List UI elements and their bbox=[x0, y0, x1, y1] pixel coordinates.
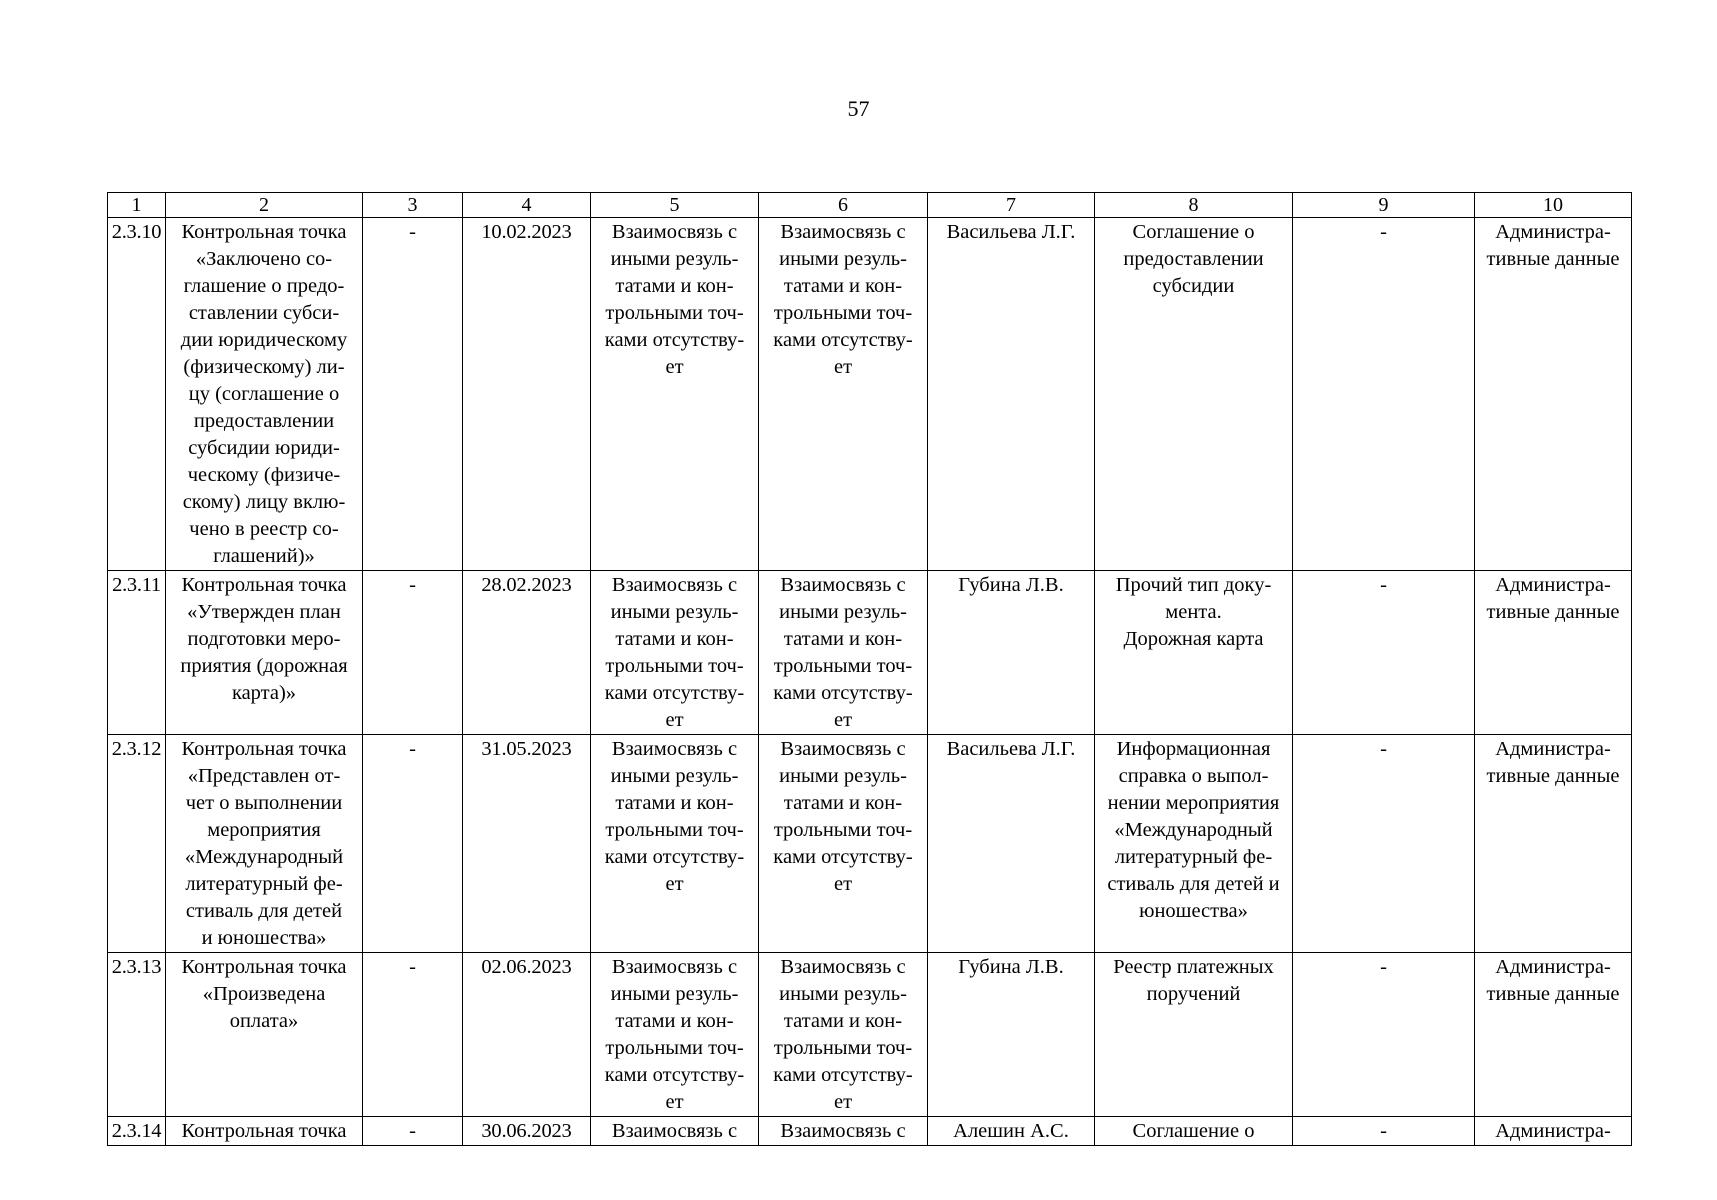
cell-text-line: иными резуль- bbox=[779, 765, 907, 787]
cell-text-line: ет bbox=[833, 1091, 853, 1113]
cell-text-line: (физическому) ли- bbox=[183, 356, 345, 378]
cell-text-line: Контрольная точка bbox=[181, 574, 347, 596]
responsible-person: Губина Л.В. bbox=[928, 571, 1095, 735]
cell-text-line: Дорожная карта bbox=[1123, 628, 1264, 650]
table-row bbox=[108, 571, 1632, 735]
cell-text-line: Реестр платежных bbox=[1113, 956, 1274, 978]
cell-text-line: скому) лицу вклю- bbox=[182, 491, 346, 513]
item-number: 2.3.13 bbox=[108, 953, 166, 1117]
column-number: 10 bbox=[1475, 193, 1632, 218]
cell-text-line: ками отсутству- bbox=[773, 329, 913, 351]
cell-text-line: Информационная bbox=[1116, 738, 1271, 760]
cell-text-line: Соглашение о bbox=[1132, 221, 1255, 243]
cell-text-line: Взаимосвязь с bbox=[780, 738, 906, 760]
column-number: 6 bbox=[759, 193, 928, 218]
cell-text-line: ками отсутству- bbox=[773, 846, 913, 868]
cell-text-line: и юношества» bbox=[201, 927, 327, 949]
cell-text-line: трольными точ- bbox=[773, 655, 913, 677]
column-number: 9 bbox=[1293, 193, 1475, 218]
cell-text-line: «Представлен от- bbox=[187, 765, 341, 787]
cell-text-line: Взаимосвязь с bbox=[780, 1120, 906, 1142]
cell-text-line: юношества» bbox=[1139, 900, 1248, 922]
control-point-description bbox=[166, 571, 363, 735]
cell-text-line: глашений)» bbox=[213, 545, 315, 567]
cell-text-line: нении мероприятия bbox=[1107, 792, 1280, 814]
cell-text-line: литературный фе- bbox=[185, 873, 343, 895]
responsible-person: Алешин А.С. bbox=[928, 1117, 1095, 1146]
cell-text-line: татами и кон- bbox=[615, 628, 734, 650]
cell-text-line: ет bbox=[665, 1091, 684, 1113]
cell-text-line: татами и кон- bbox=[783, 792, 903, 814]
cell-text-line: ками отсутству- bbox=[773, 682, 913, 704]
cell-text-line: Взаимосвязь с bbox=[611, 956, 738, 978]
item-number: 2.3.14 bbox=[108, 1117, 166, 1146]
cell-col-3: - bbox=[363, 953, 463, 1117]
cell-text-line: чено в реестр со- bbox=[189, 518, 339, 540]
cell-text-line: Контрольная точка bbox=[181, 221, 347, 243]
control-point-description bbox=[166, 953, 363, 1117]
table-body bbox=[108, 218, 1632, 1146]
cell-text-line: ками отсутству- bbox=[604, 682, 745, 704]
cell-text-line: татами и кон- bbox=[783, 1010, 903, 1032]
link-to-next bbox=[759, 735, 928, 953]
column-number: 5 bbox=[591, 193, 759, 218]
cell-text-line: субсидии bbox=[1152, 275, 1235, 297]
cell-text-line: «Произведена bbox=[202, 983, 326, 1005]
cell-text-line: ет bbox=[665, 873, 684, 895]
cell-text-line: трольными точ- bbox=[773, 819, 913, 841]
cell-col-9: - bbox=[1293, 218, 1475, 571]
cell-text-line: Взаимосвязь с bbox=[611, 574, 738, 596]
info-source bbox=[1475, 1117, 1632, 1146]
link-to-previous bbox=[591, 218, 759, 571]
table-row bbox=[108, 953, 1632, 1117]
control-point-description bbox=[166, 735, 363, 953]
responsible-person: Васильева Л.Г. bbox=[928, 218, 1095, 571]
cell-text-line: иными резуль- bbox=[779, 601, 907, 623]
document-type bbox=[1095, 218, 1293, 571]
cell-text-line: ет bbox=[833, 356, 853, 378]
cell-col-9: - bbox=[1293, 1117, 1475, 1146]
cell-text-line: «Международный bbox=[1114, 819, 1273, 841]
cell-text-line: глашение о предо- bbox=[183, 275, 345, 297]
cell-text-line: оплата» bbox=[229, 1010, 299, 1032]
cell-text-line: иными резуль- bbox=[779, 983, 907, 1005]
cell-text-line: ет bbox=[665, 356, 684, 378]
cell-text-line: татами и кон- bbox=[615, 275, 734, 297]
cell-text-line: Контрольная точка bbox=[181, 1120, 347, 1142]
cell-text-line: стиваль для детей bbox=[185, 900, 343, 922]
cell-text-line: цу (соглашение о bbox=[188, 383, 340, 405]
cell-text-line: ками отсутству- bbox=[604, 846, 745, 868]
cell-text-line: тивные данные bbox=[1486, 248, 1620, 270]
column-number: 1 bbox=[108, 193, 166, 218]
cell-text-line: ками отсутству- bbox=[604, 1064, 745, 1086]
cell-text-line: чет о выполнении bbox=[185, 792, 343, 814]
column-number: 8 bbox=[1095, 193, 1293, 218]
table-row bbox=[108, 1117, 1632, 1146]
cell-text-line: приятия (дорожная bbox=[180, 655, 348, 677]
cell-text-line: предоставлении bbox=[1123, 248, 1264, 270]
link-to-previous bbox=[591, 953, 759, 1117]
cell-text-line: ет bbox=[833, 873, 853, 895]
cell-text-line: справка о выпол- bbox=[1118, 765, 1269, 787]
cell-text-line: трольными точ- bbox=[773, 302, 913, 324]
cell-col-3: - bbox=[363, 1117, 463, 1146]
item-number: 2.3.12 bbox=[108, 735, 166, 953]
cell-col-9: - bbox=[1293, 953, 1475, 1117]
link-to-next bbox=[759, 571, 928, 735]
cell-text-line: мероприятия bbox=[207, 819, 321, 841]
due-date: 30.06.2023 bbox=[463, 1117, 591, 1146]
link-to-previous bbox=[591, 571, 759, 735]
cell-text-line: «Заключено со- bbox=[195, 248, 333, 270]
cell-text-line: иными резуль- bbox=[610, 983, 739, 1005]
cell-text-line: иными резуль- bbox=[610, 248, 739, 270]
column-number: 7 bbox=[928, 193, 1095, 218]
cell-text-line: Взаимосвязь с bbox=[611, 738, 738, 760]
cell-col-3: - bbox=[363, 218, 463, 571]
cell-text-line: Взаимосвязь с bbox=[780, 574, 906, 596]
cell-text-line: ками отсутству- bbox=[604, 329, 745, 351]
responsible-person: Васильева Л.Г. bbox=[928, 735, 1095, 953]
control-points-table bbox=[107, 192, 1632, 1146]
cell-text-line: поручений bbox=[1146, 983, 1241, 1005]
cell-text-line: ет bbox=[665, 709, 684, 731]
cell-text-line: «Утвержден план bbox=[187, 601, 341, 623]
info-source bbox=[1475, 953, 1632, 1117]
column-number: 4 bbox=[463, 193, 591, 218]
item-number: 2.3.10 bbox=[108, 218, 166, 571]
cell-text-line: субсидии юриди- bbox=[188, 437, 340, 459]
document-type bbox=[1095, 1117, 1293, 1146]
cell-text-line: татами и кон- bbox=[783, 275, 903, 297]
cell-text-line: Взаимосвязь с bbox=[780, 956, 906, 978]
cell-text-line: иными резуль- bbox=[779, 248, 907, 270]
cell-text-line: Администра- bbox=[1495, 221, 1611, 243]
table-row bbox=[108, 218, 1632, 571]
column-number-row bbox=[108, 193, 1632, 218]
info-source bbox=[1475, 571, 1632, 735]
cell-text-line: мента. bbox=[1165, 601, 1222, 623]
link-to-previous bbox=[591, 1117, 759, 1146]
cell-text-line: стиваль для детей и bbox=[1107, 873, 1280, 895]
cell-text-line: подготовки меро- bbox=[187, 628, 341, 650]
cell-col-3: - bbox=[363, 735, 463, 953]
document-type bbox=[1095, 571, 1293, 735]
cell-text-line: Администра- bbox=[1495, 956, 1611, 978]
cell-text-line: Администра- bbox=[1495, 1120, 1611, 1142]
cell-text-line: иными резуль- bbox=[610, 601, 739, 623]
due-date: 02.06.2023 bbox=[463, 953, 591, 1117]
cell-text-line: иными резуль- bbox=[610, 765, 739, 787]
control-point-description bbox=[166, 1117, 363, 1146]
cell-text-line: предоставлении bbox=[193, 410, 335, 432]
cell-text-line: трольными точ- bbox=[605, 1037, 744, 1059]
cell-text-line: трольными точ- bbox=[605, 302, 744, 324]
cell-text-line: тивные данные bbox=[1486, 765, 1620, 787]
cell-text-line: татами и кон- bbox=[615, 1010, 734, 1032]
due-date: 31.05.2023 bbox=[463, 735, 591, 953]
document-type bbox=[1095, 735, 1293, 953]
due-date: 28.02.2023 bbox=[463, 571, 591, 735]
cell-col-9: - bbox=[1293, 571, 1475, 735]
info-source bbox=[1475, 218, 1632, 571]
link-to-next bbox=[759, 1117, 928, 1146]
cell-text-line: ставлении субси- bbox=[188, 302, 340, 324]
cell-text-line: трольными точ- bbox=[773, 1037, 913, 1059]
cell-text-line: Взаимосвязь с bbox=[611, 221, 738, 243]
cell-text-line: татами и кон- bbox=[783, 628, 903, 650]
due-date: 10.02.2023 bbox=[463, 218, 591, 571]
responsible-person: Губина Л.В. bbox=[928, 953, 1095, 1117]
cell-text-line: ет bbox=[833, 709, 853, 731]
cell-text-line: Взаимосвязь с bbox=[780, 221, 906, 243]
column-number: 2 bbox=[166, 193, 363, 218]
link-to-next bbox=[759, 953, 928, 1117]
cell-text-line: Администра- bbox=[1495, 574, 1611, 596]
cell-text-line: Соглашение о bbox=[1132, 1120, 1255, 1142]
cell-text-line: литературный фе- bbox=[1114, 846, 1273, 868]
document-type bbox=[1095, 953, 1293, 1117]
cell-text-line: ческому (физиче- bbox=[187, 464, 341, 486]
cell-text-line: трольными точ- bbox=[605, 819, 744, 841]
cell-text-line: дии юридическому bbox=[180, 329, 348, 351]
cell-text-line: Прочий тип доку- bbox=[1115, 574, 1272, 596]
cell-text-line: тивные данные bbox=[1486, 983, 1620, 1005]
cell-text-line: Контрольная точка bbox=[181, 738, 347, 760]
link-to-next bbox=[759, 218, 928, 571]
link-to-previous bbox=[591, 735, 759, 953]
control-point-description bbox=[166, 218, 363, 571]
cell-text-line: тивные данные bbox=[1486, 601, 1620, 623]
cell-text-line: татами и кон- bbox=[615, 792, 734, 814]
item-number: 2.3.11 bbox=[108, 571, 166, 735]
cell-text-line: «Международный bbox=[184, 846, 344, 868]
cell-col-9: - bbox=[1293, 735, 1475, 953]
cell-text-line: Взаимосвязь с bbox=[611, 1120, 738, 1142]
cell-text-line: Контрольная точка bbox=[181, 956, 347, 978]
cell-text-line: трольными точ- bbox=[605, 655, 744, 677]
info-source bbox=[1475, 735, 1632, 953]
cell-text-line: карта)» bbox=[231, 682, 297, 704]
column-number: 3 bbox=[363, 193, 463, 218]
cell-text-line: ками отсутству- bbox=[773, 1064, 913, 1086]
cell-text-line: Администра- bbox=[1495, 738, 1611, 760]
page-number: 57 bbox=[847, 96, 870, 121]
cell-col-3: - bbox=[363, 571, 463, 735]
table-row bbox=[108, 735, 1632, 953]
